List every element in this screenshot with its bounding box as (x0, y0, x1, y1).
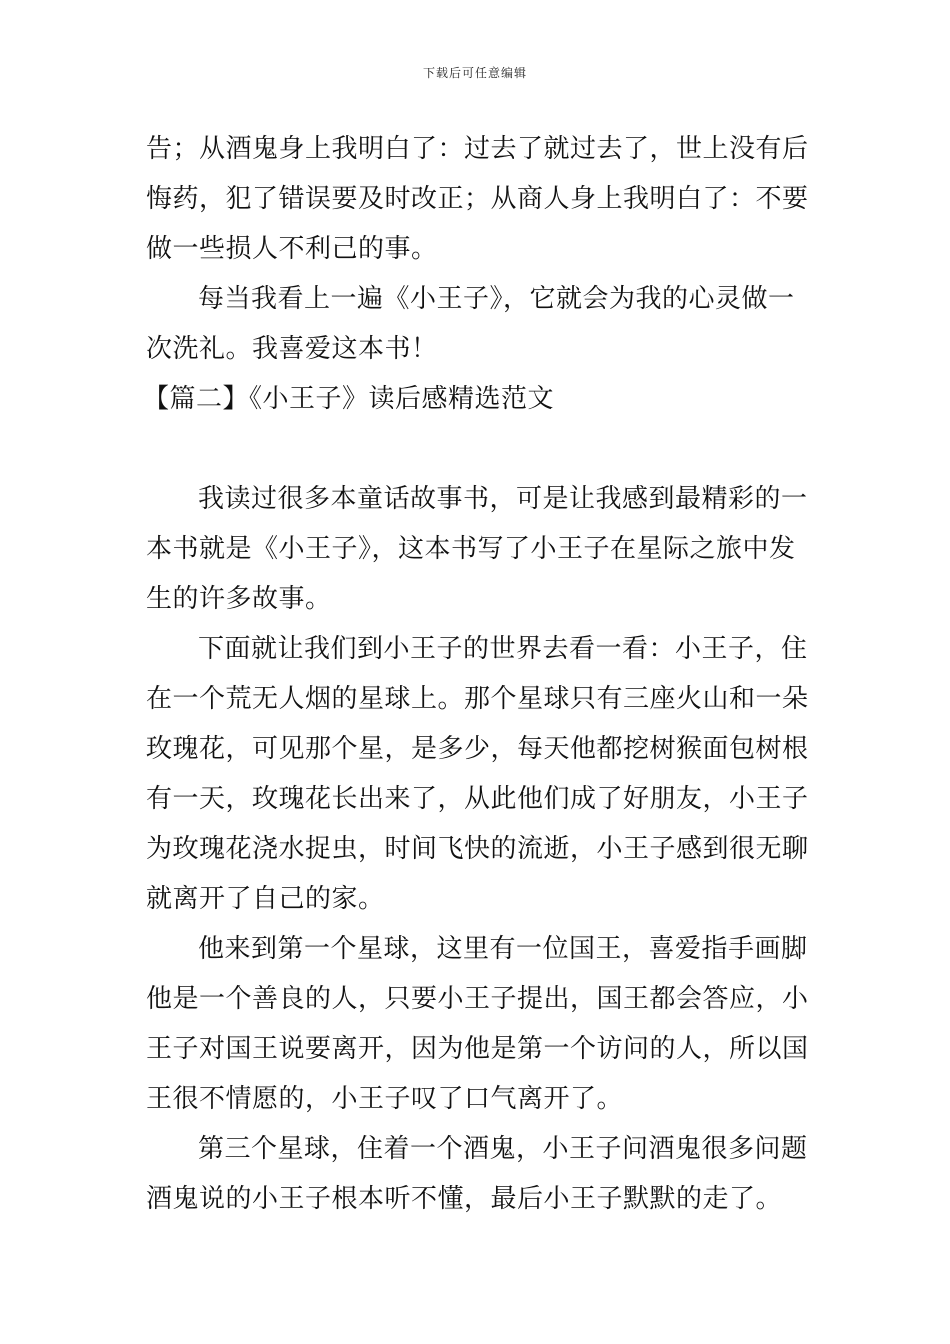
paragraph-line: 在一个荒无人烟的星球上。那个星球只有三座火山和一朵 (146, 684, 809, 714)
paragraph-line: 就离开了自己的家。 (146, 884, 385, 914)
paragraph-line: 他是一个善良的人，只要小王子提出，国王都会答应，小 (146, 984, 809, 1014)
paragraph-line: 做一些损人不利己的事。 (146, 234, 438, 264)
paragraph-line: 为玫瑰花浇水捉虫，时间飞快的流逝，小王子感到很无聊 (146, 834, 809, 864)
section-heading: 【篇二】《小王子》读后感精选范文 (143, 384, 555, 414)
paragraph-line: 次洗礼。我喜爱这本书！ (146, 334, 438, 364)
paragraph-line: 我读过很多本童话故事书，可是让我感到最精彩的一 (198, 484, 808, 514)
document-body (143, 124, 811, 1224)
paragraph-line: 悔药，犯了错误要及时改正；从商人身上我明白了：不要 (146, 184, 809, 214)
paragraph-line: 本书就是《小王子》，这本书写了小王子在星际之旅中发 (146, 534, 796, 564)
paragraph-line: 他来到第一个星球，这里有一位国王，喜爱指手画脚 (198, 934, 808, 964)
paragraph-line: 第三个星球，住着一个酒鬼，小王子问酒鬼很多问题 (198, 1134, 808, 1164)
paragraph-line: 下面就让我们到小王子的世界去看一看：小王子，住 (198, 634, 808, 664)
paragraph-line: 有一天，玫瑰花长出来了，从此他们成了好朋友，小王子 (146, 784, 809, 814)
page-header-note: 下载后可任意编辑 (422, 66, 527, 80)
paragraph-line: 王子对国王说要离开，因为他是第一个访问的人，所以国 (146, 1034, 809, 1064)
paragraph-line: 王很不情愿的，小王子叹了口气离开了。 (146, 1084, 624, 1114)
paragraph-line: 酒鬼说的小王子根本听不懂，最后小王子默默的走了。 (146, 1184, 783, 1214)
blank-gap (146, 424, 811, 474)
paragraph-line: 生的许多故事。 (146, 584, 332, 614)
paragraph-line: 玫瑰花，可见那个星，是多少，每天他都挖树猴面包树根 (146, 734, 809, 764)
paragraph-line: 告；从酒鬼身上我明白了：过去了就过去了，世上没有后 (146, 134, 809, 164)
paragraph-line: 每当我看上一遍《小王子》，它就会为我的心灵做一 (198, 284, 795, 314)
